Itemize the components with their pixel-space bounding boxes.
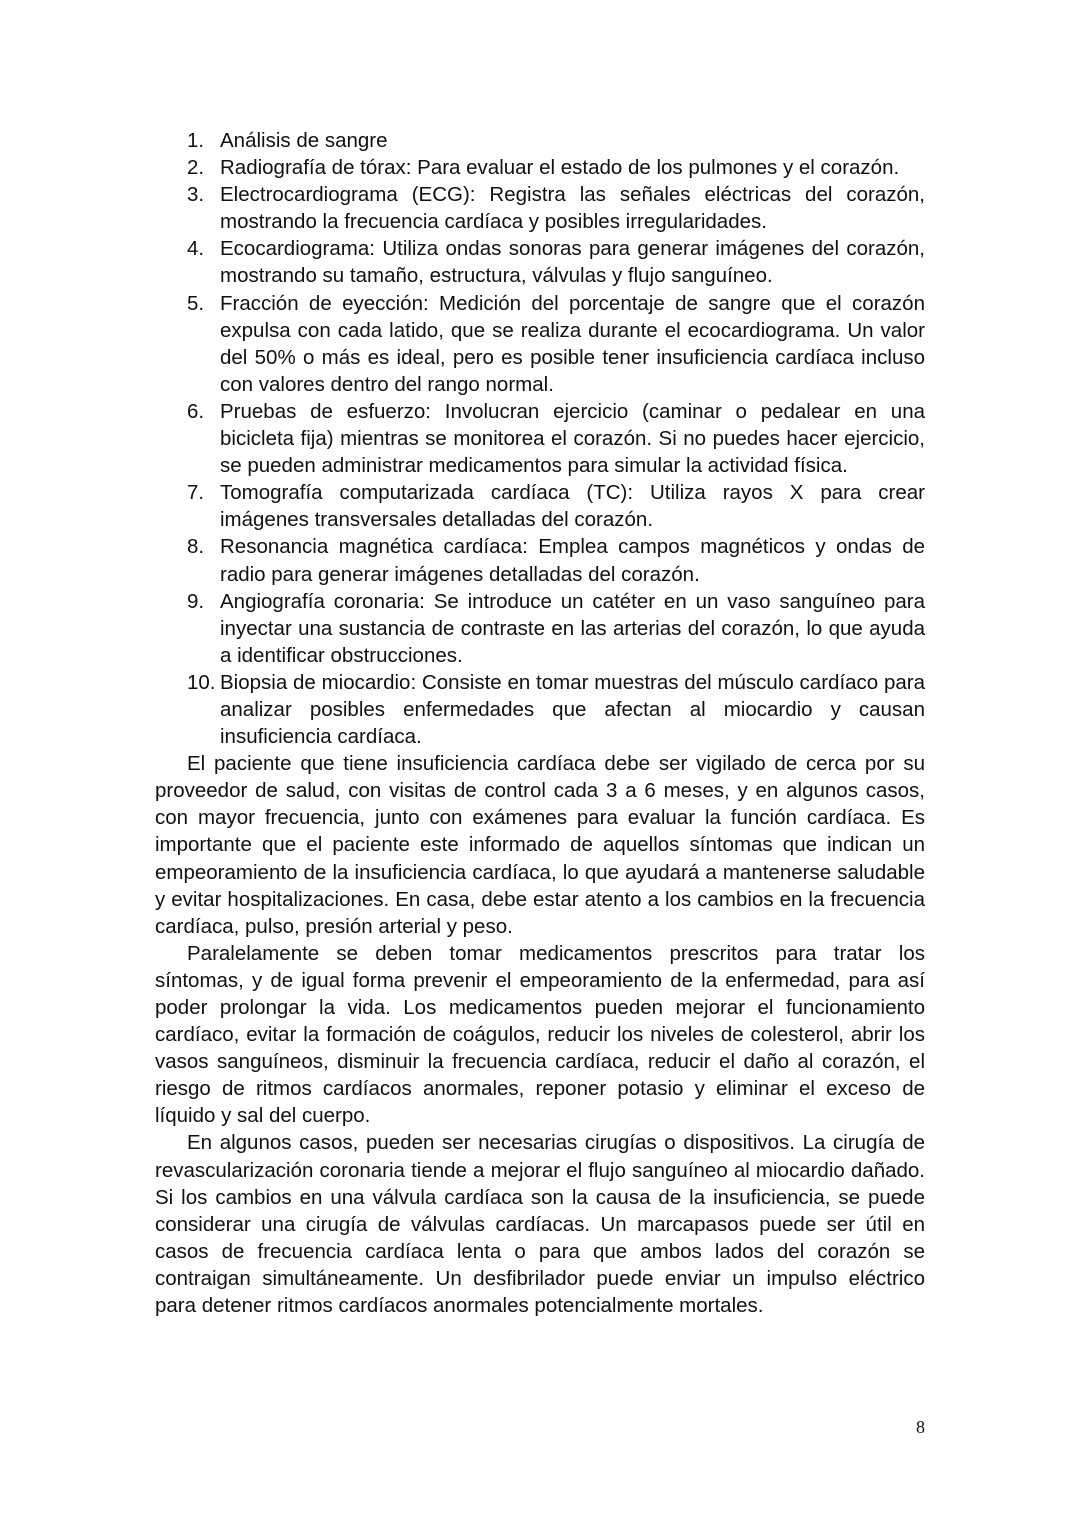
list-item-text: Electrocardiograma (ECG): Registra las señales eléctricas del corazón, mostrando la frecuencia cardíaca y posibles irregularidades. (220, 183, 925, 234)
list-item-text: Pruebas de esfuerzo: Involucran ejercicio (caminar o pedalear en una bicicleta fija) mientras se monitorea el corazón. Si no puedes hacer ejercicio, se pueden administrar medicamentos para simular la actividad física. (220, 399, 925, 478)
list-item-number: 9. (187, 589, 205, 613)
list-item (155, 533, 925, 587)
list-item (155, 235, 925, 289)
list-item-number: 7. (187, 481, 205, 505)
paragraph-medications: Paralelamente se deben tomar medicamentos prescritos para tratar los síntomas, y de igual forma prevenir el empeoramiento de la enfermedad, para así poder prolongar la vida. Los medicamentos pueden mejorar el funcionamiento cardíaco, evitar la formación de coágulos, reducir los niveles de colesterol, abrir los vasos sanguíneos, disminuir la frecuencia cardíaca, reducir el daño al corazón, el riesgo de ritmos cardíacos anormales, reponer potasio y eliminar el exceso de líquido y sal del cuerpo. (155, 941, 925, 1128)
paragraph-monitoring: El paciente que tiene insuficiencia cardíaca debe ser vigilado de cerca por su proveedor de salud, con visitas de control cada 3 a 6 meses, y en algunos casos, con mayor frecuencia, junto con exámenes para evaluar la función cardíaca. Es importante que el paciente este informado de aquellos síntomas que indican un empeoramiento de la insuficiencia cardíaca, lo que ayudará a mantenerse saludable y evitar hospitalizaciones. En casa, debe estar atento a los cambios en la frecuencia cardíaca, pulso, presión arterial y peso. (155, 752, 925, 938)
diagnostic-tests-list (155, 127, 925, 750)
list-item-text: Tomografía computarizada cardíaca (TC): Utiliza rayos X para crear imágenes transversales detalladas del corazón. (220, 481, 925, 532)
page-content (155, 127, 925, 1319)
list-item (155, 181, 925, 235)
list-item-number: 10. (187, 670, 216, 694)
list-item-text: Análisis de sangre (220, 129, 388, 152)
list-item-text: Fracción de eyección: Medición del porcentaje de sangre que el corazón expulsa con cada latido, que se realiza durante el ecocardiograma. Un valor del 50% o más es ideal, pero es posible tener insuficiencia cardíaca incluso con valores dentro del rango normal. (220, 291, 925, 396)
list-item (155, 290, 925, 398)
list-item-number: 6. (187, 399, 205, 423)
list-item-text: Ecocardiograma: Utiliza ondas sonoras para generar imágenes del corazón, mostrando su tamaño, estructura, válvulas y flujo sanguíneo. (220, 237, 925, 288)
list-item-number: 4. (187, 237, 205, 261)
list-item-number: 1. (187, 129, 205, 152)
list-item (155, 154, 925, 181)
list-item-text: Biopsia de miocardio: Consiste en tomar muestras del músculo cardíaco para analizar posibles enfermedades que afectan al miocardio y causan insuficiencia cardíaca. (220, 670, 925, 749)
list-item (155, 669, 925, 750)
list-item (155, 398, 925, 479)
list-item-number: 3. (187, 183, 205, 207)
list-item (155, 479, 925, 533)
list-item-text: Angiografía coronaria: Se introduce un catéter en un vaso sanguíneo para inyectar una sustancia de contraste en las arterias del corazón, lo que ayuda a identificar obstrucciones. (220, 589, 925, 667)
list-item-number: 8. (187, 535, 205, 559)
paragraph-surgery-devices: En algunos casos, pueden ser necesarias cirugías o dispositivos. La cirugía de revascularización coronaria tiende a mejorar el flujo sanguíneo al miocardio dañado. Si los cambios en una válvula cardíaca son la causa de la insuficiencia, se puede considerar una cirugía de válvulas cardíacas. Un marcapasos puede ser útil en casos de frecuencia cardíaca lenta o para que ambos lados del corazón se contraigan simultáneamente. Un desfibrilador puede enviar un impulso eléctrico para detener ritmos cardíacos anormales potencialmente mortales. (155, 1131, 925, 1318)
list-item (155, 127, 925, 154)
list-item-text: Radiografía de tórax: Para evaluar el estado de los pulmones y el corazón. (220, 156, 900, 180)
list-item-number: 2. (187, 156, 205, 180)
list-item-number: 5. (187, 291, 205, 315)
list-item-text: Resonancia magnética cardíaca: Emplea campos magnéticos y ondas de radio para generar imágenes detalladas del corazón. (220, 535, 925, 586)
list-item (155, 588, 925, 669)
page-number: 8 (916, 1417, 925, 1437)
